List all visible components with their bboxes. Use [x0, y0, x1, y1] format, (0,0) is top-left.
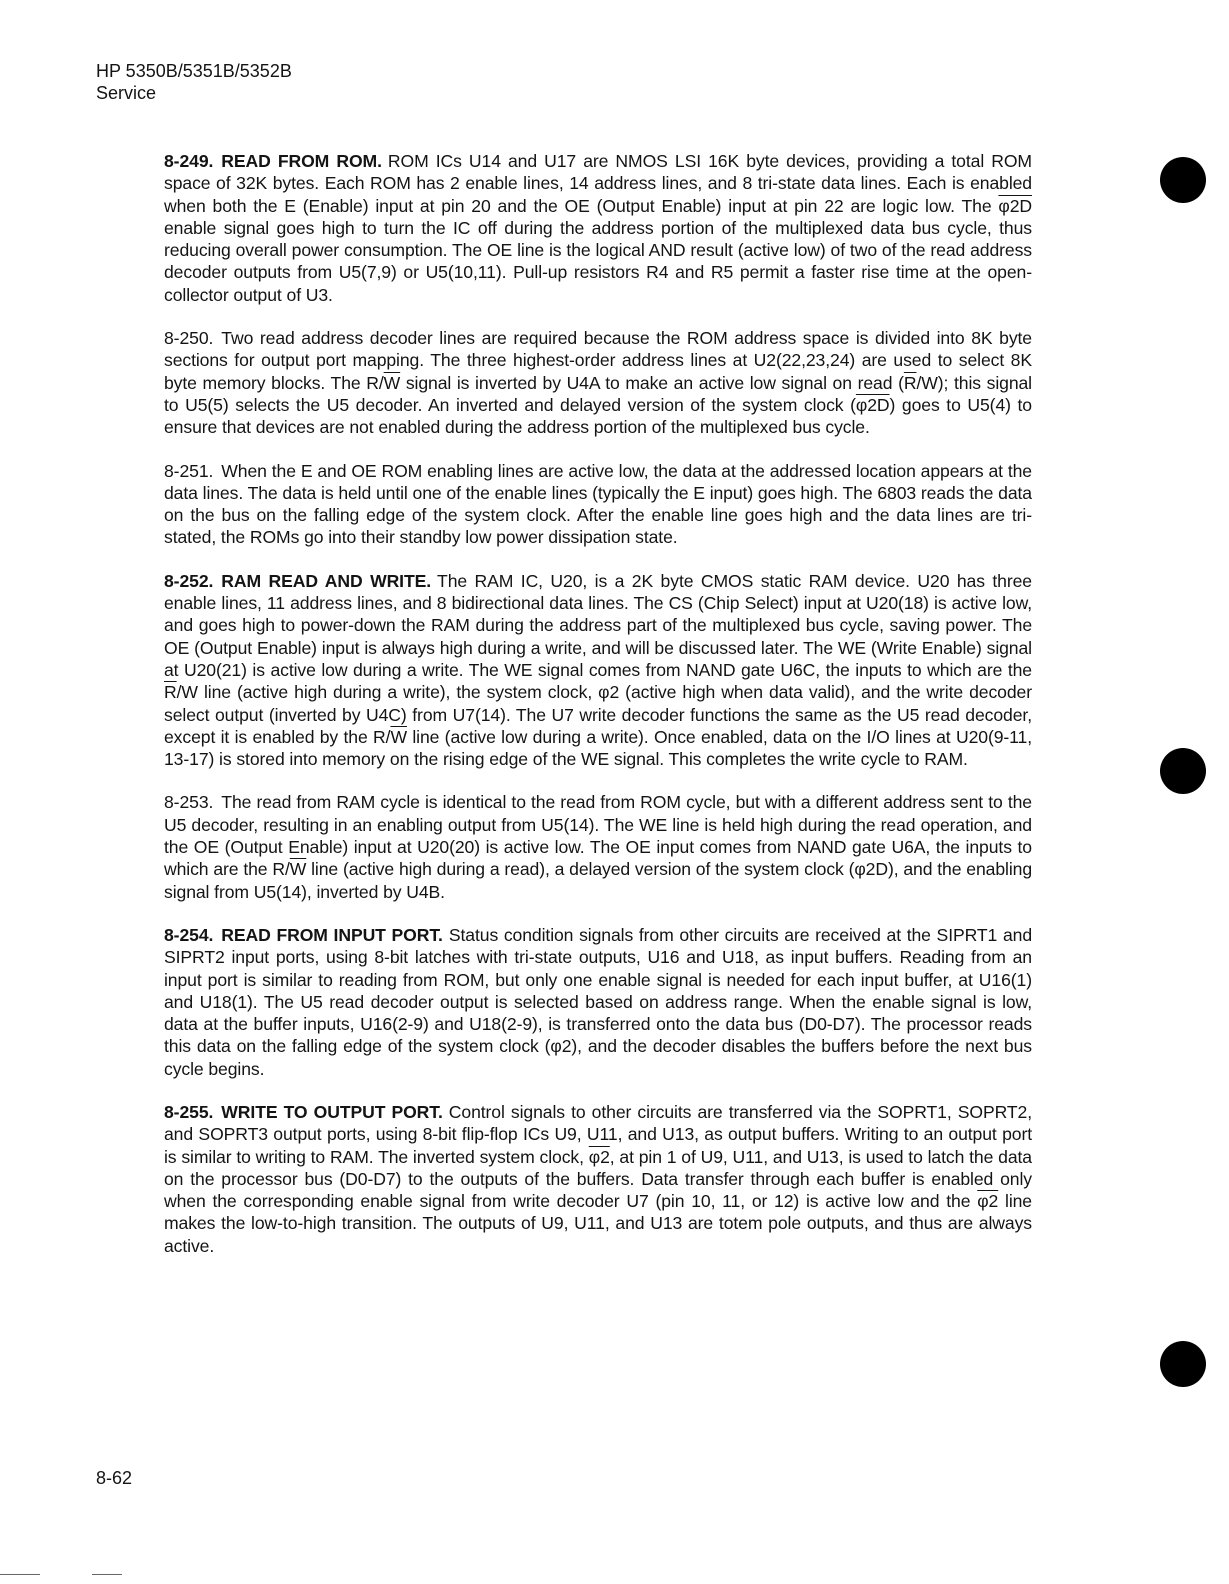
scan-artifact [0, 1574, 40, 1575]
paragraph [164, 791, 1032, 902]
paragraph-text [164, 571, 1032, 769]
paragraph-number: 8-252. [164, 570, 214, 591]
scan-artifact [92, 1574, 122, 1575]
overlined-signal: φ2 [588, 1146, 610, 1167]
overlined-signal: $\overline{W}$ [383, 372, 401, 393]
header-section: Service [96, 83, 157, 103]
paragraph [164, 150, 1032, 306]
header-model: HP 5350B/5351B/5352B [96, 61, 292, 81]
text-run: /W); this signal to U5(5) selects the U5 decoder. An inverted and delayed version of the system clock ( [164, 372, 1032, 415]
paragraph-number: 8-250. [164, 328, 214, 349]
text-run: ROM ICs U14 and U17 are NMOS LSI 16K byte devices, providing a total ROM space of 32K bytes. Each ROM has 2 enable lines, 14 address lines, and 8 tri-state data lines. Each is enabled when both the E (Enable) input at pin 20 and the OE (Output Enable) input at pin 22 are logic low. The [164, 151, 1032, 216]
text-run: Status condition signals from other circuits are received at the SIPRT1 and SIPRT2 input ports, using 8-bit latches with tri-state outputs, U16 and U18, as input buffers. Reading from an input port is similar to reading from ROM, but only one enable signal is needed for each input buffer, at U16(1) and U18(1). The U5 read decoder output is selected based on address range. When the enable signal is low, data at the buffer inputs, U16(2-9) and U18(2-9), is transferred onto the data bus (D0-D7). The processor reads this data on the falling edge of the system clock (φ2), and the decoder disables the buffers before the next bus cycle begins. [164, 924, 1032, 1079]
binder-hole [1160, 157, 1206, 203]
text-run: /W line (active high during a write), the system clock, φ2 (active high when data valid), and the write decoder select output (inverted by U4C) from U7(14). The U7 write decoder functions the same as the U5 read decoder, except it is enabled by the R/ [164, 682, 1032, 747]
paragraph [164, 570, 1032, 771]
text-run: , at pin 1 of U9, U11, and U13, is used to latch the data on the processor bus (D0-D7) to the outputs of the buffers. Data transfer through each buffer is enabled only when the corresponding enable signal from write decoder U7 (pin 10, 11, or 12) is active low and the [164, 1146, 1032, 1212]
overlined-signal: $\overline{R}$ [164, 682, 177, 703]
text-run: signal is inverted by U4A to make an active low signal on read ( [400, 372, 904, 393]
text-run: Control signals to other circuits are transferred via the SOPRT1, SOPRT2, and SOPRT3 output ports, using 8-bit flip-flop ICs U9, U11, and U13, as output buffers. Writing to an output port is similar to writing to RAM. The inverted system clock, [164, 1101, 1033, 1167]
paragraph-number: 8-251. [164, 460, 214, 481]
paragraph-heading: READ FROM ROM. [221, 151, 382, 171]
paragraph-text [164, 925, 1032, 1079]
text-run: When the E and OE ROM enabling lines are active low, the data at the addressed location appears at the data lines. The data is held until one of the enable lines (typically the E input) goes high. The 6803 reads the data on the bus on the falling edge of the system clock. After the enable line goes high and the data lines are tri-stated, the ROMs go into their standby low power dissipation state. [164, 460, 1032, 548]
paragraph [164, 460, 1032, 549]
paragraph-text [164, 328, 1032, 437]
overlined-signal: φ2D [998, 195, 1032, 216]
paragraph-heading: READ FROM INPUT PORT. [221, 924, 443, 945]
overlined-signal: φ2D [855, 394, 890, 415]
text-run: enable signal goes high to turn the IC off during the address portion of the multiplexed data bus cycle, thus reducing overall power consumption. The OE line is the logical AND result (active low) of two of the read address decoder outputs from U5(7,9) or U5(10,11). Pull-up resistors R4 and R5 permit a faster rise time at the open-collector output of U3. [164, 217, 1032, 305]
paragraph-text [164, 792, 1032, 901]
overlined-signal: $\overline{R}$ [903, 372, 917, 393]
paragraph-number: 8-249. [164, 151, 214, 171]
text-run: ) goes to U5(4) to ensure that devices are not enabled during the address portion of the multiplexed bus cycle. [164, 394, 1032, 438]
paragraph-text [164, 151, 1032, 305]
text-run: line (active low during a write). Once enabled, data on the I/O lines at U20(9-11, 13-17) is stored into memory on the rising edge of the WE signal. This completes the write cycle to RAM. [164, 726, 1033, 770]
page-number: 8-62 [96, 1468, 133, 1488]
paragraph-text [164, 1102, 1032, 1256]
paragraph-heading: WRITE TO OUTPUT PORT. [221, 1101, 443, 1122]
paragraph-text [164, 461, 1032, 548]
paragraph [164, 924, 1032, 1080]
text-run: Two read address decoder lines are required because the ROM address space is divided into 8K byte sections for output port mapping. The three highest-order address lines at U2(22,23,24) are used to select 8K byte memory blocks. The R/ [164, 328, 1032, 393]
page-header [96, 60, 292, 104]
overlined-signal: $\overline{W}$ [289, 859, 307, 880]
paragraph-number: 8-255. [164, 1101, 214, 1122]
paragraph-heading: RAM READ AND WRITE. [221, 570, 432, 591]
text-run: line makes the low-to-high transition. The outputs of U9, U11, and U13 are totem pole outputs, and thus are always active. [164, 1191, 1032, 1256]
overlined-signal: φ2 [977, 1191, 999, 1212]
overlined-signal: $\overline{W}$ [390, 726, 407, 747]
paragraph [164, 1101, 1032, 1257]
paragraph-number: 8-253. [164, 792, 214, 813]
binder-hole [1160, 1341, 1206, 1387]
paragraph [164, 327, 1032, 438]
text-run: line (active high during a read), a delayed version of the system clock (φ2D), and the enabling signal from U5(14), inverted by U4B. [164, 859, 1033, 902]
binder-hole [1160, 748, 1206, 794]
page-body [164, 150, 1032, 1257]
text-run: The read from RAM cycle is identical to the read from ROM cycle, but with a different address sent to the U5 decoder, resulting in an enabling output from U5(14). The WE line is held high during the read operation, and the OE (Output Enable) input at U20(20) is active low. The OE input comes from NAND gate U6A, the inputs to which are the R/ [164, 792, 1032, 880]
text-run: The RAM IC, U20, is a 2K byte CMOS static RAM device. U20 has three enable lines, 11 address lines, and 8 bidirectional data lines. The CS (Chip Select) input at U20(18) is active low, and goes high to power-down the RAM during the address part of the multiplexed bus cycle, saving power. The OE (Output Enable) input is always high during a write, and will be discussed later. The WE (Write Enable) signal at U20(21) is active low during a write. The WE signal comes from NAND gate U6C, the inputs to which are the [164, 570, 1032, 680]
paragraph-number: 8-254. [164, 924, 214, 945]
